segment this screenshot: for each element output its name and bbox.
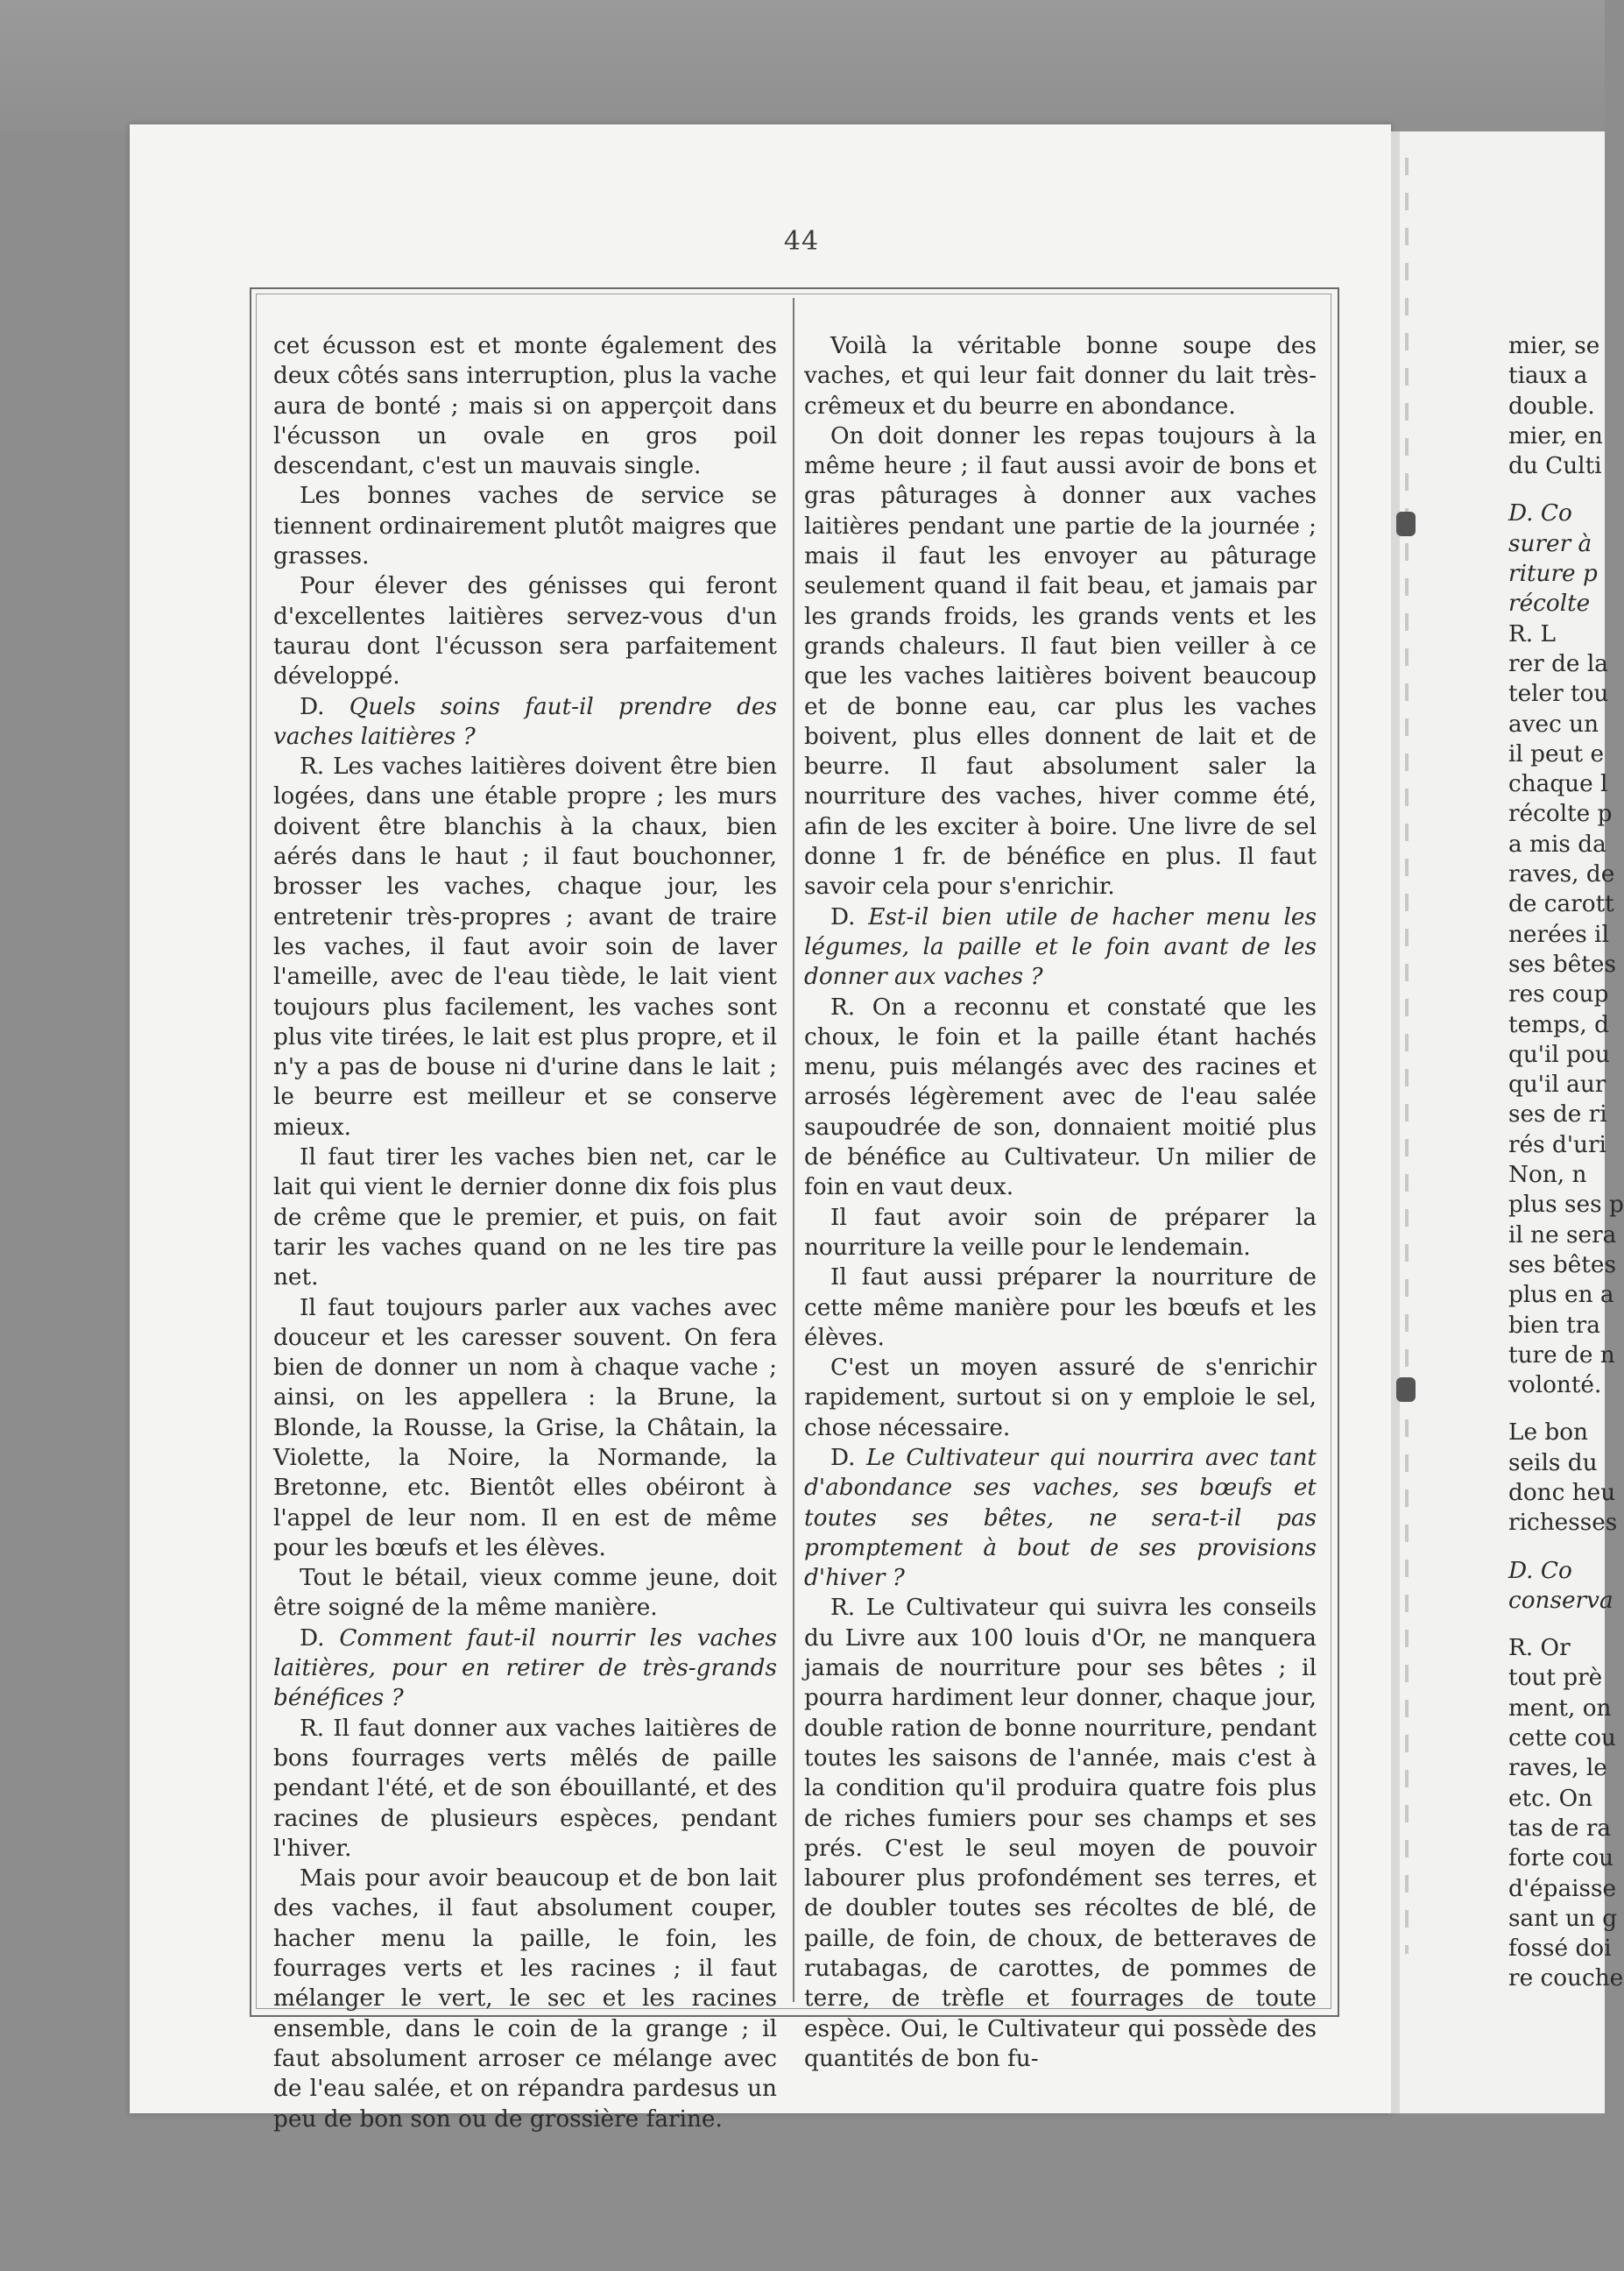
text-line-fragment: rer de la: [1508, 650, 1608, 677]
text-line-fragment: re couche: [1508, 1965, 1624, 1992]
text-line-fragment: conserva: [1508, 1587, 1613, 1614]
text-line-fragment: avec un: [1508, 711, 1599, 738]
text-line-fragment: forte cou: [1508, 1845, 1614, 1872]
answer-label: R.: [830, 1595, 866, 1622]
paragraph: Mais pour avoir beaucoup et de bon lait des vaches, il faut absolument couper, hacher menu la paille, le foin, les fourrages verts et les racines ; il faut mélanger le vert, le sec et les racines ensemble, dans le coin de la grange ; il faut absolument arroser ce mélange avec de l'eau salée, et on répandra pardesus un peu de bon son ou de grossière farine.: [273, 1865, 777, 2133]
question-text: Le Cultivateur qui nourrira avec tant d'abondance ses vaches, ses bœufs et toutes ses bêtes, ne sera-t-il pas promptement à bout de ses provisions d'hiver ?: [804, 1444, 1317, 1592]
text-line-fragment: riture p: [1508, 561, 1598, 588]
line-gap: [1508, 481, 1622, 499]
question-text: Quels soins faut-il prendre des vaches laitières ?: [273, 693, 777, 750]
text-line-fragment: d'épaisse: [1508, 1875, 1617, 1902]
paragraph: Voilà la véritable bonne soupe des vaches, et qui leur fait donner du lait très-crêmeux et du beurre en abondance.: [804, 333, 1317, 420]
answer-paragraph: [804, 993, 1317, 1203]
text-line-fragment: plus ses p: [1508, 1192, 1624, 1219]
text-line-fragment: mier, en: [1508, 422, 1603, 449]
text-line-fragment: a mis da: [1508, 831, 1606, 858]
text-line-fragment: R. L: [1508, 620, 1556, 647]
text-line-fragment: rés d'uri: [1508, 1131, 1606, 1158]
text-line-fragment: il ne sera: [1508, 1221, 1617, 1249]
paragraph: Pour élever des génisses qui feront d'excellentes laitières servez-vous d'un taurau dont l'écusson sera parfaitement développé.: [273, 573, 777, 690]
answer-label: R.: [830, 994, 872, 1021]
text-line-fragment: qu'il pou: [1508, 1041, 1610, 1068]
text-line-fragment: ses bêtes: [1508, 1251, 1616, 1278]
paragraph: C'est un moyen assuré de s'enrichir rapidement, surtout si on y emploie le sel, chose nécessaire.: [804, 1355, 1317, 1441]
answer-label: R.: [300, 1715, 334, 1742]
question-paragraph: [804, 1443, 1317, 1593]
text-line-fragment: bien tra: [1508, 1312, 1600, 1339]
text-line-fragment: plus en a: [1508, 1282, 1614, 1309]
book-gutter: [1391, 131, 1400, 2113]
text-line-fragment: double.: [1508, 393, 1595, 420]
paragraph-continued: cet écusson est et monte également des deux côtés sans interruption, plus la vache aura de bonté ; mais si on apperçoit dans l'écusson un ovale en gros poil descendant, c'est un mauvais single.: [273, 333, 777, 480]
binding-clip-icon: [1396, 1377, 1416, 1402]
text-line-fragment: de carott: [1508, 891, 1614, 918]
page-number: 44: [783, 226, 820, 257]
paragraph: Les bonnes vaches de service se tiennent ordinairement plutôt maigres que grasses.: [273, 483, 777, 570]
text-line-fragment: nerées il: [1508, 921, 1609, 948]
question-label: D.: [300, 693, 350, 720]
text-line-fragment: sant un g: [1508, 1905, 1618, 1932]
paragraph: Il faut aussi préparer la nourriture de cette même manière pour les bœufs et les élèves.: [804, 1264, 1317, 1351]
text-line-fragment: du Culti: [1508, 453, 1602, 480]
text-line-fragment: Non, n: [1508, 1162, 1587, 1189]
text-line-fragment: Le bon: [1508, 1419, 1588, 1447]
text-line-fragment: mier, se: [1508, 333, 1600, 359]
text-line-fragment: donc heu: [1508, 1479, 1616, 1506]
question-text: Est-il bien utile de hacher menu les légumes, la paille et le foin avant de les donner aux vaches ?: [804, 903, 1317, 991]
paragraph: Il faut toujours parler aux vaches avec douceur et les caresser souvent. On fera bien de donner un nom à chaque vache ; ainsi, on les appellera : la Brune, la Blonde, la Rousse, la Grise, la Châtain, la Violette, la Noire, la Normande, la Bretonne, etc. Bientôt elles obéiront à l'appel de leur nom. Il en est de même pour les bœufs et les élèves.: [273, 1294, 777, 1561]
scan-background: [0, 0, 1605, 131]
text-line-fragment: fossé doi: [1508, 1935, 1612, 1963]
answer-label: R.: [300, 753, 334, 781]
text-line-fragment: raves, le: [1508, 1755, 1607, 1782]
text-line-fragment: ture de n: [1508, 1341, 1615, 1369]
answer-paragraph: [804, 1593, 1317, 2074]
text-line-fragment: raves, de: [1508, 861, 1615, 888]
left-column: [273, 331, 777, 2134]
text-line-fragment: richesses: [1508, 1510, 1618, 1537]
text-line-fragment: qu'il aur: [1508, 1072, 1606, 1099]
paragraph: Il faut tirer les vaches bien net, car le lait qui vient le dernier donne dix fois plus de crême que le premier, et puis, on fait tarir les vaches quand on ne les tire pas net.: [273, 1144, 777, 1291]
answer-text: Le Cultivateur qui suivra les conseils du Livre aux 100 louis d'Or, ne manquera jamais de nourriture pour ses bêtes ; il pourra hardiment leur donner, chaque jour, double ration de bonne nourriture, pendant toutes les saisons de l'année, mais c'est à la condition qu'il produira quatre fois plus de riches fumiers pour ses champs et ses prés. C'est le seul moyen de pouvoir labourer plus profondément ses terres, et de doubler toutes ses récoltes de blé, de paille, de foin, de choux, de betteraves de rutabagas, de carottes, de pommes de terre, de trèfle et fourrages de toute espèce. Oui, le Cultivateur qui possède des quantités de bon fu-: [804, 1595, 1317, 2072]
question-paragraph: [273, 1624, 777, 1714]
text-line-fragment: récolte: [1508, 591, 1591, 618]
text-line-fragment: cette cou: [1508, 1725, 1616, 1752]
question-label: D.: [830, 1444, 866, 1471]
text-line-fragment: teler tou: [1508, 681, 1609, 708]
text-line-fragment: volonté.: [1508, 1372, 1602, 1399]
line-gap: [1508, 1539, 1622, 1556]
paragraph: Tout le bétail, vieux comme jeune, doit être soigné de la même manière.: [273, 1565, 777, 1622]
question-label: D.: [300, 1624, 340, 1652]
text-line-fragment: res coup: [1508, 981, 1609, 1008]
answer-text: Les vaches laitières doivent être bien logées, dans une étable propre ; les murs doivent être blanchis à la chaux, bien aérés dans le haut ; il faut bouchonner, brosser les vaches, chaque jour, les entretenir très-propres ; avant de traire les vaches, il faut avoir soin de laver l'ameille, avec de l'eau tiède, le lait vient toujours plus facilement, les vaches sont plus vite tirées, le lait est plus propre, et il n'y a pas de bouse ni d'urine dans le lait ; le beurre est meilleur et se conserve mieux.: [273, 753, 777, 1141]
answer-text: On a reconnu et constaté que les choux, le foin et la paille étant hachés menu, puis mélangés avec des racines et arrosés légèrement avec de l'eau salée saupoudrée de son, donnaient moitié plus de bénéfice au Cultivateur. Un milier de foin en vaut deux.: [804, 994, 1317, 1201]
middle-column: [804, 331, 1317, 2074]
text-line-fragment: ses bêtes: [1508, 951, 1616, 978]
text-line-fragment: D. Co: [1508, 500, 1572, 527]
answer-text: Il faut donner aux vaches laitières de bons fourrages verts mêlés de paille pendant l'été, et de son ébouillanté, et des racines de plusieurs espèces, pendant l'hiver.: [273, 1715, 777, 1862]
text-line-fragment: surer à: [1508, 530, 1592, 557]
line-gap: [1508, 1616, 1622, 1633]
question-label: D.: [830, 903, 869, 930]
question-paragraph: [804, 902, 1317, 993]
answer-paragraph: [273, 1714, 777, 1864]
text-line-fragment: chaque l: [1508, 771, 1608, 798]
text-line-fragment: ment, on: [1508, 1694, 1612, 1722]
paragraph: On doit donner les repas toujours à la même heure ; il faut aussi avoir de bons et gras pâturages à donner aux vaches laitières pendant une partie de la journée ; mais il faut les envoyer au pâturage seulement quand il fait beau, et jamais par les grands froids, les grands vents et les grands chaleurs. Il faut bien veiller à ce que les vaches laitières boivent beaucoup et de bonne eau, car plus les vaches boivent, plus elles donnent de lait et de beurre. Il faut absolument saler la nourriture des vaches, hiver comme été, afin de les exciter à boire. Une livre de sel donne 1 fr. de bénéfice en plus. Il faut savoir cela pour s'enrichir.: [804, 422, 1317, 901]
text-line-fragment: seils du: [1508, 1449, 1598, 1476]
binding-clip-icon: [1396, 512, 1416, 536]
text-line-fragment: récolte p: [1508, 801, 1613, 828]
column-divider: [793, 298, 794, 2002]
answer-paragraph: [273, 752, 777, 1143]
paragraph: Il faut avoir soin de préparer la nourriture la veille pour le lendemain.: [804, 1204, 1317, 1261]
line-gap: [1508, 1400, 1622, 1418]
text-line-fragment: temps, d: [1508, 1011, 1609, 1038]
text-line-fragment: D. Co: [1508, 1557, 1572, 1584]
text-line-fragment: ses de ri: [1508, 1101, 1607, 1128]
text-line-fragment: etc. On: [1508, 1785, 1593, 1812]
text-line-fragment: tas de ra: [1508, 1815, 1612, 1842]
question-text: Comment faut-il nourrir les vaches laitières, pour en retirer de très-grands bénéfices ?: [273, 1624, 777, 1712]
text-line-fragment: tiaux a: [1508, 363, 1588, 390]
right-page-column-fragment: [1508, 331, 1622, 1994]
question-paragraph: [273, 692, 777, 753]
text-line-fragment: tout prè: [1508, 1665, 1603, 1692]
text-line-fragment: il peut e: [1508, 740, 1605, 768]
binding-thread: [1405, 158, 1409, 1954]
text-line-fragment: R. Or: [1508, 1635, 1571, 1662]
